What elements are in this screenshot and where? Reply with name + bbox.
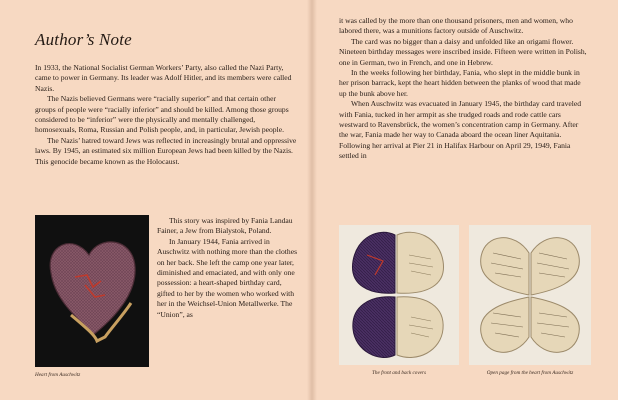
caption-covers: The front and back covers (372, 370, 426, 376)
paragraph: In 1933, the National Socialist German Workers’ Party, also called the Nazi Party, came to power in Germany. Its leader was Adolf Hitler, and its members were called Nazis. (35, 63, 292, 93)
heart-icon (35, 215, 149, 367)
caption-heart: Heart from Auschwitz (35, 372, 81, 378)
paragraph: In January 1944, Fania arrived in Auschwitz with nothing more than the clothes on her back. She left the camp one year later, diminished and emaciated, and with only one possession: a heart-shaped birthday card, gifted to her by the women who worked with her in the Weichsel-Union Metallwerke. The “Union”, as (157, 236, 298, 319)
page-title: Author’s Note (35, 30, 132, 49)
paragraph: The Nazis believed Germans were “racially superior” and that certain other groups of people were “racially inferior” and should be killed. Among those groups considered to be “inferior” were the physically and mentally challenged, homosexuals, Roma, Russian and Polish people, and, in particular, Jewish people. (35, 94, 289, 135)
open-heart-icon (469, 225, 591, 365)
paragraph: This story was inspired by Fania Landau Fainer, a Jew from Bialystok, Poland. (157, 216, 293, 236)
paragraph: When Auschwitz was evacuated in January 1945, the birthday card traveled with Fania, tucked in her armpit as she trudged roads and rode cattle cars westward to Ravensbrück, the women’s concentration camp in Germany. After the war, Fania made her way to Canada aboard the ocean liner Aquitania. Following her arrival at Pier 21 in Halifax Harbour on April 29, 1949, Fania settled in (339, 99, 582, 161)
heart-covers-icon (339, 225, 459, 365)
right-page (312, 0, 618, 400)
caption-open-page: Open page from the heart from Auschwitz (486, 370, 574, 376)
side-text (157, 216, 301, 320)
paragraph: it was called by the more than one thousand prisoners, men and women, who labored there, was a munitions factory outside of Auschwitz. (339, 16, 573, 36)
covers-photo (339, 225, 459, 365)
paragraph: In the weeks following her birthday, Fania, who slept in the middle bunk in her prison barrack, kept the heart hidden between the planks of wood that made up the bunk above her. (339, 68, 581, 98)
open-page-photo (469, 225, 591, 365)
right-text (339, 16, 587, 162)
paragraph: The Nazis’ hatred toward Jews was reflected in increasingly brutal and oppressive laws. By 1945, an estimated six million European Jews had been killed by the Nazis. This genocide became known as the Holocaust. (35, 135, 297, 166)
intro-text (35, 63, 297, 167)
heart-from-auschwitz-photo (35, 215, 149, 367)
paragraph: The card was no bigger than a daisy and unfolded like an origami flower. Nineteen birthday messages were inscribed inside. Fifteen were written in Polish, one in German, two in French, and one in Hebrew. (339, 36, 587, 67)
